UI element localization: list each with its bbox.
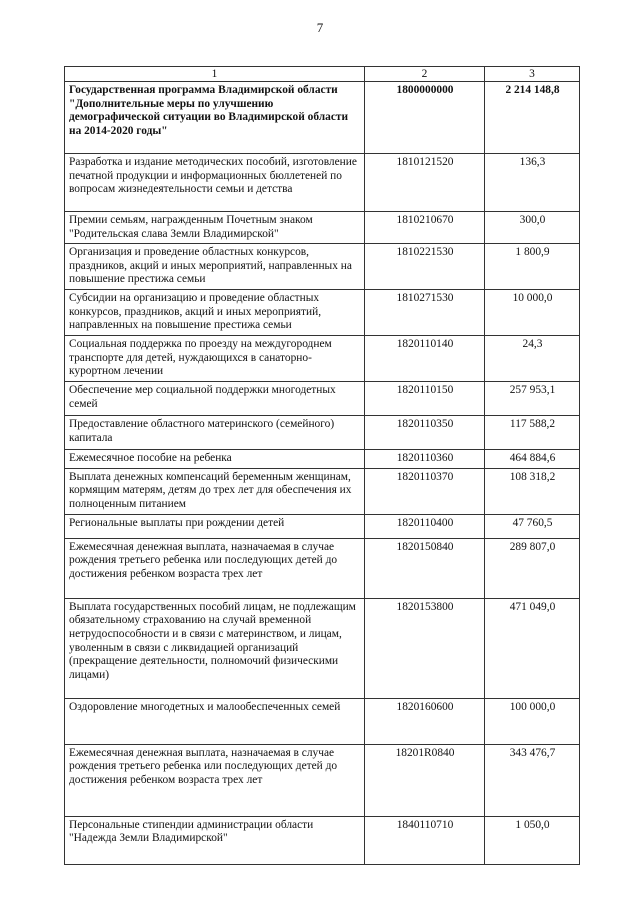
- row-name: Разработка и издание методических пособий, изготовление печатной продукции и информационных бюллетеней по вопросам жизнедеятельности семьи и детства: [65, 154, 365, 212]
- table-row: [65, 212, 580, 244]
- row-code: 1840110710: [365, 816, 485, 864]
- row-amount: 24,3: [485, 336, 580, 382]
- row-amount: 1 050,0: [485, 816, 580, 864]
- row-code: 1820110360: [365, 450, 485, 469]
- table-header-row: [65, 67, 580, 82]
- table-row: [65, 382, 580, 416]
- table-row: [65, 416, 580, 450]
- row-code: 1820110400: [365, 514, 485, 538]
- row-amount: 108 318,2: [485, 468, 580, 514]
- row-amount: 257 953,1: [485, 382, 580, 416]
- row-code: 1820153800: [365, 598, 485, 698]
- table-row: [65, 538, 580, 598]
- row-code: 1810271530: [365, 290, 485, 336]
- row-amount: 471 049,0: [485, 598, 580, 698]
- row-amount: 464 884,6: [485, 450, 580, 469]
- row-name: Субсидии на организацию и проведение областных конкурсов, праздников, акций и иных мероприятий, направленных на повышение престижа семьи: [65, 290, 365, 336]
- row-name: Государственная программа Владимирской области "Дополнительные меры по улучшению демографической ситуации во Владимирской области на 2014-2020 годы": [65, 82, 365, 154]
- row-code: 1810221530: [365, 244, 485, 290]
- row-name: Выплата денежных компенсаций беременным женщинам, кормящим матерям, детям до трех лет для обеспечения их полноценным питанием: [65, 468, 365, 514]
- row-name: Оздоровление многодетных и малообеспеченных семей: [65, 698, 365, 744]
- row-amount: 343 476,7: [485, 744, 580, 816]
- row-code: 1820110150: [365, 382, 485, 416]
- row-code: 18201R0840: [365, 744, 485, 816]
- row-amount: 1 800,9: [485, 244, 580, 290]
- row-amount: 300,0: [485, 212, 580, 244]
- column-header-code: 2: [365, 67, 485, 82]
- table-row: [65, 450, 580, 469]
- table-row-program-total: [65, 82, 580, 154]
- row-name: Ежемесячная денежная выплата, назначаемая в случае рождения третьего ребенка или последующих детей до достижения ребенком возраста трех лет: [65, 538, 365, 598]
- table-row: [65, 244, 580, 290]
- table-row: [65, 816, 580, 864]
- row-name: Региональные выплаты при рождении детей: [65, 514, 365, 538]
- row-code: 1820110370: [365, 468, 485, 514]
- row-name: Выплата государственных пособий лицам, не подлежащим обязательному страхованию на случай временной нетрудоспособности и в связи с материнством, и лицам, уволенным в связи с ликвидацией организаций (прекращение деятельности, полномочий физическими лицами): [65, 598, 365, 698]
- table-row: [65, 154, 580, 212]
- row-name: Ежемесячная денежная выплата, назначаемая в случае рождения третьего ребенка или последующих детей до достижения ребенком возраста трех лет: [65, 744, 365, 816]
- table-row: [65, 514, 580, 538]
- row-amount: 10 000,0: [485, 290, 580, 336]
- row-code: 1810121520: [365, 154, 485, 212]
- row-code: 1820160600: [365, 698, 485, 744]
- row-name: Социальная поддержка по проезду на междугороднем транспорте для детей, нуждающихся в санаторно-курортном лечении: [65, 336, 365, 382]
- table-row: [65, 598, 580, 698]
- page-number: 7: [316, 20, 324, 35]
- row-code: 1820110140: [365, 336, 485, 382]
- row-name: Ежемесячное пособие на ребенка: [65, 450, 365, 469]
- row-code: 1810210670: [365, 212, 485, 244]
- table-row: [65, 290, 580, 336]
- row-name: Персональные стипендии администрации области "Надежда Земли Владимирской": [65, 816, 365, 864]
- table-row: [65, 698, 580, 744]
- row-amount: 100 000,0: [485, 698, 580, 744]
- row-amount: 289 807,0: [485, 538, 580, 598]
- row-amount: 2 214 148,8: [485, 82, 580, 154]
- row-amount: 117 588,2: [485, 416, 580, 450]
- row-name: Премии семьям, награжденным Почетным знаком "Родительская слава Земли Владимирской": [65, 212, 365, 244]
- table-row: [65, 744, 580, 816]
- row-name: Предоставление областного материнского (семейного) капитала: [65, 416, 365, 450]
- row-amount: 47 760,5: [485, 514, 580, 538]
- table-row: [65, 468, 580, 514]
- row-code: 1820150840: [365, 538, 485, 598]
- budget-table: [64, 66, 580, 865]
- column-header-name: 1: [65, 67, 365, 82]
- row-name: Обеспечение мер социальной поддержки многодетных семей: [65, 382, 365, 416]
- row-amount: 136,3: [485, 154, 580, 212]
- row-name: Организация и проведение областных конкурсов, праздников, акций и иных мероприятий, направленных на повышение престижа семьи: [65, 244, 365, 290]
- row-code: 1820110350: [365, 416, 485, 450]
- table-row: [65, 336, 580, 382]
- row-code: 1800000000: [365, 82, 485, 154]
- column-header-amount: 3: [485, 67, 580, 82]
